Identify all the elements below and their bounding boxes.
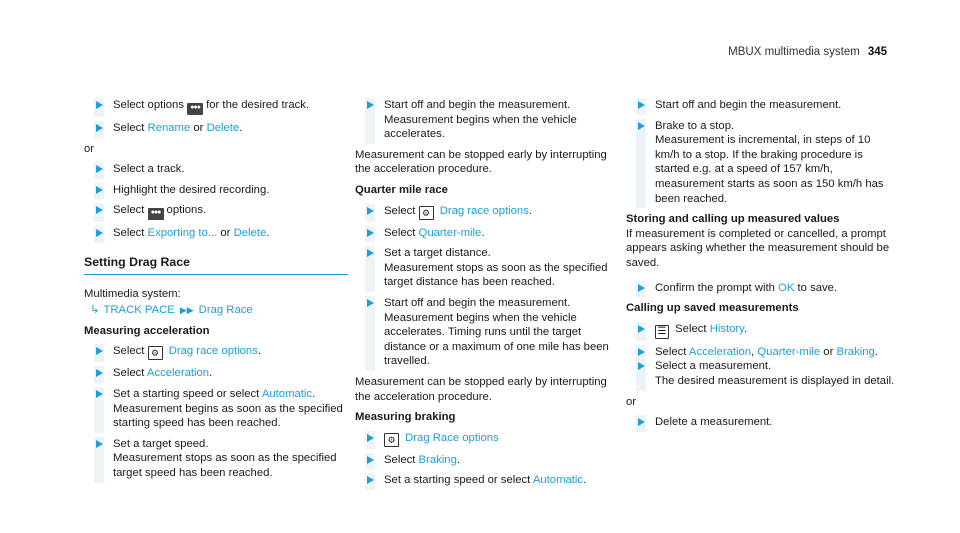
or-text: or: [84, 142, 95, 155]
step-detail: Measurement stops as soon as the specified target speed has been reached.: [113, 452, 337, 479]
column-2: [355, 98, 625, 494]
step-text: Select: [655, 345, 687, 358]
arrow-right-icon: [638, 362, 645, 370]
step-text: or: [220, 227, 231, 240]
step-text: Select a track.: [113, 163, 185, 176]
punct: .: [257, 345, 261, 358]
braking-option: Braking: [418, 453, 457, 466]
drag-race-options-link: Drag race options: [168, 345, 258, 358]
subheading-quarter-mile: Quarter mile race: [355, 183, 448, 196]
arrow-right-icon: [638, 101, 645, 109]
step-text: Start off and begin the measurement.: [655, 99, 842, 111]
punct: .: [266, 227, 270, 240]
arrow-right-icon: [367, 207, 374, 215]
menu-path: [84, 303, 354, 318]
punct: .: [528, 204, 532, 217]
punct: .: [874, 345, 878, 358]
settings-gear-icon: ⚙: [148, 346, 163, 360]
subheading-calling-up: Calling up saved measurements: [626, 302, 799, 315]
arrow-right-icon: [96, 186, 103, 194]
step-detail: Measurement begins when the vehicle accelerates. Timing runs until the target distance or a maximum of one mile has been travelled.: [384, 311, 609, 368]
step-rename-delete: [84, 121, 354, 136]
system-label: Multimedia system:: [84, 287, 181, 300]
step-text: Select: [384, 226, 416, 239]
page-header: [728, 45, 887, 60]
options-dots-icon: ●●●: [148, 208, 164, 220]
punct: .: [209, 367, 213, 380]
arrow-right-icon: [96, 101, 103, 109]
acceleration-option: Acceleration: [146, 367, 210, 380]
step-text: Set a target distance.: [384, 247, 491, 260]
page-number: 345: [867, 46, 887, 58]
arrow-right-icon: [96, 124, 103, 132]
step-text: Start off and begin the measurement.: [384, 99, 571, 111]
step-select-track: [84, 162, 354, 177]
arrow-right-icon: [96, 369, 103, 377]
arrow-right-icon: [367, 249, 374, 257]
history-option: History: [709, 322, 744, 335]
step-highlight-recording: [84, 183, 354, 198]
step-text: Select: [113, 345, 145, 358]
step-brake: [626, 119, 896, 207]
step-start-off: [355, 98, 625, 142]
delete-option: Delete: [206, 122, 240, 134]
header-title: MBUX multimedia system: [728, 46, 860, 58]
path-track-pace: TRACK PACE: [103, 304, 175, 317]
punct: .: [239, 122, 243, 134]
list-icon: ☰: [655, 325, 669, 339]
arrow-right-icon: [367, 229, 374, 237]
step-text: Select: [384, 204, 416, 217]
step-text: Confirm the prompt with: [655, 281, 775, 294]
step-text: Select options: [113, 99, 184, 111]
step-text: Set a starting speed or select: [113, 387, 260, 400]
rename-option: Rename: [147, 122, 191, 134]
step-drag-race-options: [84, 344, 354, 360]
automatic-option: Automatic: [532, 474, 584, 487]
subheading-storing: Storing and calling up measured values: [626, 213, 840, 226]
arrow-right-icon: [638, 122, 645, 130]
step-select-type: [626, 345, 896, 360]
step-text: Select: [113, 227, 145, 240]
acceleration-option: Acceleration: [688, 345, 752, 358]
drag-race-options-link: Drag Race options: [405, 431, 499, 444]
step-text: Delete a measurement.: [655, 416, 773, 429]
step-text: Select a measurement.: [655, 360, 772, 373]
step-text: to save.: [797, 281, 838, 294]
step-text: Highlight the desired recording.: [113, 183, 270, 196]
arrow-right-icon: [96, 347, 103, 355]
step-confirm: [626, 281, 896, 296]
step-select-quarter-mile: [355, 226, 625, 241]
step-target-speed: [84, 437, 354, 481]
step-text: Select: [384, 453, 416, 466]
arrow-right-icon: [367, 456, 374, 464]
step-starting-speed-2: [355, 473, 625, 488]
arrow-right-icon: [638, 418, 645, 426]
step-select-braking: [355, 453, 625, 468]
step-export-delete: [84, 226, 354, 241]
quarter-mile-option: Quarter-mile: [418, 226, 482, 239]
punct: .: [583, 474, 587, 487]
step-detail: Measurement is incremental, in steps of 10 km/h to a stop. If the braking procedure is started e.g. at a speed of 157 km/h, measurement starts as soon as 150 km/h has been reached.: [655, 134, 884, 205]
arrow-right-icon: [96, 206, 103, 214]
arrow-right-icon: [638, 284, 645, 292]
step-starting-speed: [84, 387, 354, 431]
punct: .: [481, 226, 485, 239]
punct: ,: [751, 345, 755, 358]
step-text: options.: [166, 204, 207, 217]
paragraph-prompt: If measurement is completed or cancelled, a prompt appears asking whether the measurement should be saved.: [626, 227, 890, 269]
step-select-options-2: [84, 203, 354, 220]
column-1: [84, 98, 354, 487]
path-drag-race: Drag Race: [198, 304, 253, 317]
options-dots-icon: ●●●: [187, 103, 203, 115]
step-select-acceleration: [84, 366, 354, 381]
delete-option: Delete: [233, 227, 267, 240]
step-select-options: [84, 98, 354, 115]
arrow-right-icon: [367, 434, 374, 442]
automatic-option: Automatic: [261, 387, 313, 400]
step-select-history: [626, 322, 896, 339]
arrow-right-icon: [96, 229, 103, 237]
step-target-distance: [355, 246, 625, 290]
arrow-right-icon: [367, 101, 374, 109]
settings-gear-icon: ⚙: [419, 206, 434, 220]
step-start-off-2: [355, 296, 625, 369]
column-3: [626, 98, 896, 436]
arrow-right-icon: [367, 299, 374, 307]
return-arrow-icon: ↳: [90, 304, 100, 317]
step-text: or: [823, 345, 834, 358]
step-drag-race-options: [355, 204, 625, 220]
section-title: Setting Drag Race: [84, 255, 348, 275]
subheading-measuring-braking: Measuring braking: [355, 411, 456, 424]
step-text: for the desired track.: [206, 99, 310, 111]
arrow-right-icon: [96, 440, 103, 448]
quarter-mile-option: Quarter-mile: [757, 345, 821, 358]
arrow-right-icon: [367, 476, 374, 484]
step-select-measurement: [626, 359, 896, 388]
step-detail: The desired measurement is displayed in detail.: [655, 374, 895, 387]
exporting-option: Exporting to...: [147, 227, 218, 240]
step-text: or: [193, 122, 204, 134]
step-text: Select: [113, 122, 145, 134]
step-text: Start off and begin the measurement.: [384, 296, 571, 309]
or-text: or: [626, 395, 637, 408]
step-text: Select: [675, 322, 707, 335]
subheading-measuring-acceleration: Measuring acceleration: [84, 324, 210, 337]
step-text: Select: [113, 367, 145, 380]
step-detail: Measurement begins as soon as the specified starting speed has been reached.: [113, 402, 343, 430]
settings-gear-icon: ⚙: [384, 433, 399, 447]
step-detail: Measurement stops as soon as the specified target distance has been reached.: [384, 261, 608, 289]
ok-option: OK: [778, 281, 795, 294]
arrow-right-icon: [96, 165, 103, 173]
punct: .: [312, 387, 316, 400]
arrow-right-icon: [96, 390, 103, 398]
step-text: Set a starting speed or select: [384, 474, 531, 487]
step-drag-race-options-2: [355, 431, 625, 447]
paragraph-interrupt-2: Measurement can be stopped early by interrupting the acceleration procedure.: [355, 375, 607, 403]
double-chevron-icon: ▶▶: [179, 305, 194, 316]
drag-race-options-link: Drag race options: [439, 204, 529, 217]
punct: .: [456, 453, 460, 466]
arrow-right-icon: [638, 325, 645, 333]
step-detail: Measurement begins when the vehicle accelerates.: [384, 113, 577, 141]
punct: .: [744, 322, 748, 335]
step-text: Select: [113, 204, 145, 217]
step-start-off: [626, 98, 896, 113]
step-delete-measurement: [626, 415, 896, 430]
step-text: Brake to a stop.: [655, 119, 735, 132]
step-text: Set a target speed.: [113, 437, 209, 450]
paragraph-interrupt: Measurement can be stopped early by interrupting the acceleration procedure.: [355, 148, 607, 176]
arrow-right-icon: [638, 348, 645, 356]
braking-option: Braking: [836, 345, 875, 358]
